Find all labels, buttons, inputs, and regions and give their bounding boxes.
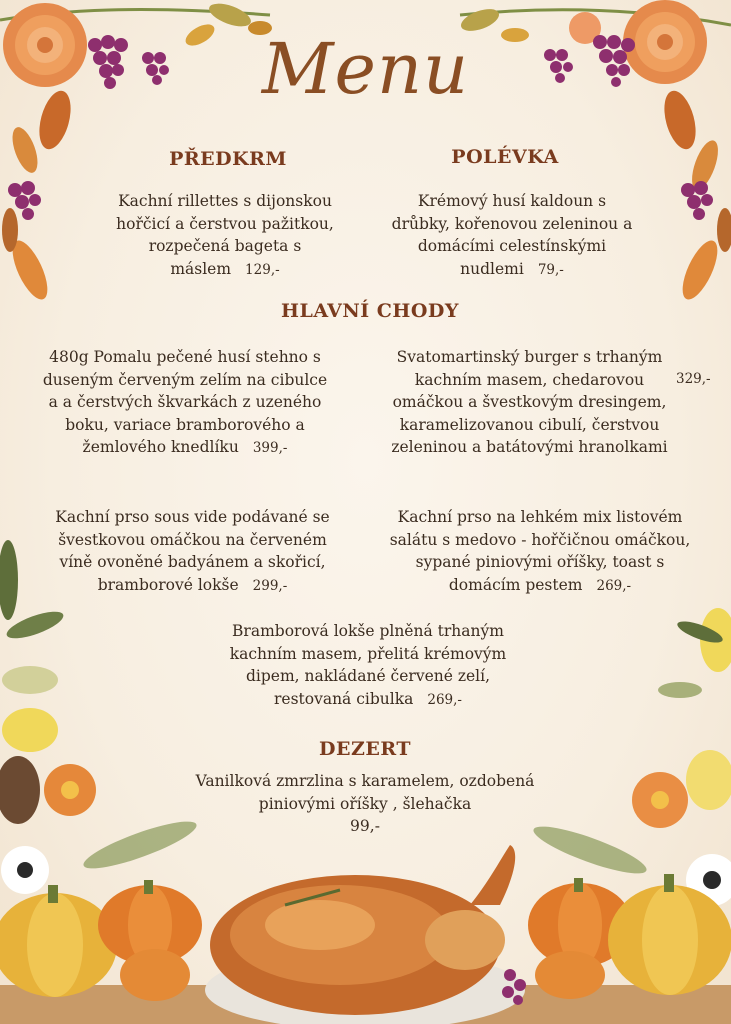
price: 299,-	[252, 577, 288, 594]
menu-item-bramborova-lokse	[198, 620, 538, 711]
item-line: nudlemi	[460, 259, 524, 278]
item-line: Vanilková zmrzlina s karamelem, ozdobená	[195, 772, 535, 790]
menu-title: Menu	[261, 28, 470, 110]
heading-polevka: POLÉVKA	[451, 146, 559, 168]
item-line: Kachní prso sous vide podávané se	[55, 508, 330, 526]
item-line: hořčicí a čerstvou pažitkou,	[116, 214, 334, 233]
item-line: Kachní rillettes s dijonskou	[118, 192, 332, 210]
heading-predkrm: PŘEDKRM	[169, 148, 287, 170]
item-line: omáčkou a švestkovým dresingem,	[392, 393, 667, 411]
price: 269,-	[427, 691, 462, 708]
item-line: domácím pestem	[448, 575, 583, 594]
item-line: domácími celestínskými	[417, 237, 607, 255]
heading-hlavni-chody: HLAVNÍ CHODY	[281, 300, 459, 322]
menu-item-husi-stehno	[10, 346, 360, 460]
price: 129,-	[245, 261, 280, 278]
item-line: 480g Pomalu pečené husí stehno s	[49, 348, 321, 366]
menu-item-polevka	[362, 190, 662, 281]
price: 269,-	[596, 577, 632, 594]
item-line: žemlového knedlíku	[82, 438, 239, 456]
price: 99,-	[350, 817, 380, 835]
item-line: Krémový husí kaldoun s	[417, 192, 607, 210]
item-line: karamelizovanou cibulí, čerstvou	[399, 415, 660, 434]
item-line: restovaná cibulka	[273, 689, 414, 708]
item-line: Bramborová lokše plněná trhaným	[232, 622, 504, 640]
price: 79,-	[537, 261, 564, 278]
item-line: duseným červeným zelím na cibulce	[42, 370, 328, 389]
item-line: a a čerstvých škvarkách z uzeného	[48, 393, 322, 411]
item-line: salátu s medovo - hořčičnou omáčkou,	[389, 530, 691, 549]
item-line: zeleninou a batátovými hranolkami	[391, 438, 668, 456]
roast-goose-icon	[205, 845, 526, 1024]
price: 399,-	[252, 440, 288, 456]
item-line: bramborové lokše	[97, 575, 239, 594]
price-burger: 329,-	[676, 371, 711, 387]
menu-item-predkrm	[90, 190, 360, 281]
menu-item-kachni-prso-sous-vide	[20, 506, 365, 597]
item-line: dipem, nakládané červené zelí,	[245, 667, 491, 685]
item-line: švestkovou omáčkou na červeném	[58, 530, 327, 549]
menu-item-burger	[362, 346, 697, 459]
item-line: boku, variace bramborového a	[65, 415, 305, 434]
item-line: víně ovoněné badyánem a skořicí,	[59, 553, 326, 571]
item-line: Svatomartinský burger s trhaným	[396, 348, 663, 366]
item-line: rozpečená bageta s	[148, 237, 302, 255]
item-line: sypané piniovými oříšky, toast s	[415, 553, 665, 571]
item-line: kachním masem, chedarovou	[414, 370, 645, 389]
menu-item-kachni-prso-salat	[365, 506, 715, 597]
heading-dezert: DEZERT	[319, 738, 411, 760]
menu-item-dezert	[150, 770, 580, 838]
item-line: Kachní prso na lehkém mix listovém	[397, 508, 683, 526]
item-line: kachním masem, přelitá krémovým	[229, 644, 507, 663]
item-line: piniovými oříšky , šlehačka	[258, 794, 472, 813]
item-line: drůbky, kořenovou zeleninou a	[391, 214, 633, 233]
item-line: máslem	[170, 259, 232, 278]
